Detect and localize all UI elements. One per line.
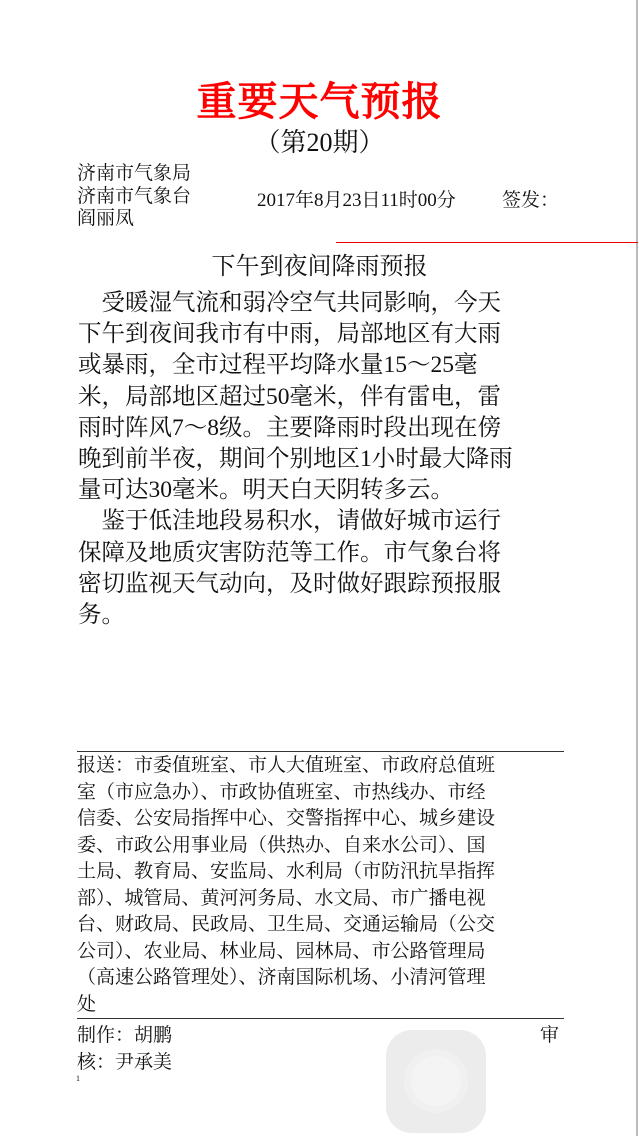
sign-label: 签发： [502,189,560,211]
recipient-line: 室（市应急办）、市政协值班室、市热线办、市经 [77,780,486,803]
body-line: 受暖湿气流和弱冷空气共同影响，今天 [78,290,501,316]
recipient-line: 土局、教育局、安监局、水利局（市防汛抗旱指挥 [77,860,496,882]
recipient-line: 信委、公安局指挥中心、交警指挥中心、城乡建设 [77,807,496,829]
recipient-line: 委、市政公用事业局（供热办、自来水公司）、国 [77,833,486,856]
recipient-line: 处 [77,992,97,1015]
forecast-subtitle: 下午到夜间降雨预报 [211,252,428,280]
page-edge [636,0,638,1136]
body-line: 量可达30毫米。明天白天阴转多云。 [78,477,454,504]
reviewer-label: 审 [540,1024,560,1046]
body-line: 密切监视天气动向，及时做好跟踪预报服 [78,570,501,597]
assistive-touch-dot-icon [411,1056,461,1106]
recipient-line: 公司）、农业局、林业局、园林局、市公路管理局 [77,939,486,962]
checker: 核：尹承美 [77,1051,173,1073]
recipient-line: （高速公路管理处）、济南国际机场、小清河管理 [77,966,486,988]
red-rule [336,242,638,243]
org-station: 济南市气象台 [77,185,192,207]
body-line: 务。 [78,602,125,628]
assistive-touch-button[interactable] [386,1030,486,1133]
recipient-line: 报送：市委值班室、市人大值班室、市政府总值班 [77,754,496,776]
body-line: 鉴于低洼地段易积水，请做好城市运行 [78,508,501,535]
recipient-line: 部）、城管局、黄河河务局、水文局、市广播电视 [77,886,486,909]
body-line: 下午到夜间我市有中雨，局部地区有大雨 [78,321,501,348]
body-line: 雨时阵风7～8级。主要降雨时段出现在傍 [78,414,501,441]
maker: 制作：胡鹏 [77,1024,173,1046]
issue-number: （第20期） [254,128,385,157]
body-line: 晚到前半夜，期间个别地区1小时最大降雨 [78,446,513,472]
body-line: 保障及地质灾害防范等工作。市气象台将 [78,539,501,566]
body-line: 米，局部地区超过50毫米，伴有雷电，雷 [78,383,501,410]
signer-name: 阎丽凤 [77,207,135,229]
issue-datetime: 2017年8月23日11时00分 [257,190,456,211]
org-bureau: 济南市气象局 [77,162,192,184]
body-line: 或暴雨，全市过程平均降水量15～25毫 [78,352,478,379]
divider [77,1018,564,1019]
page-number: 1 [76,1074,80,1083]
document-title: 重要天气预报 [196,79,443,125]
recipient-line: 台、财政局、民政局、卫生局、交通运输局（公交 [77,913,496,935]
